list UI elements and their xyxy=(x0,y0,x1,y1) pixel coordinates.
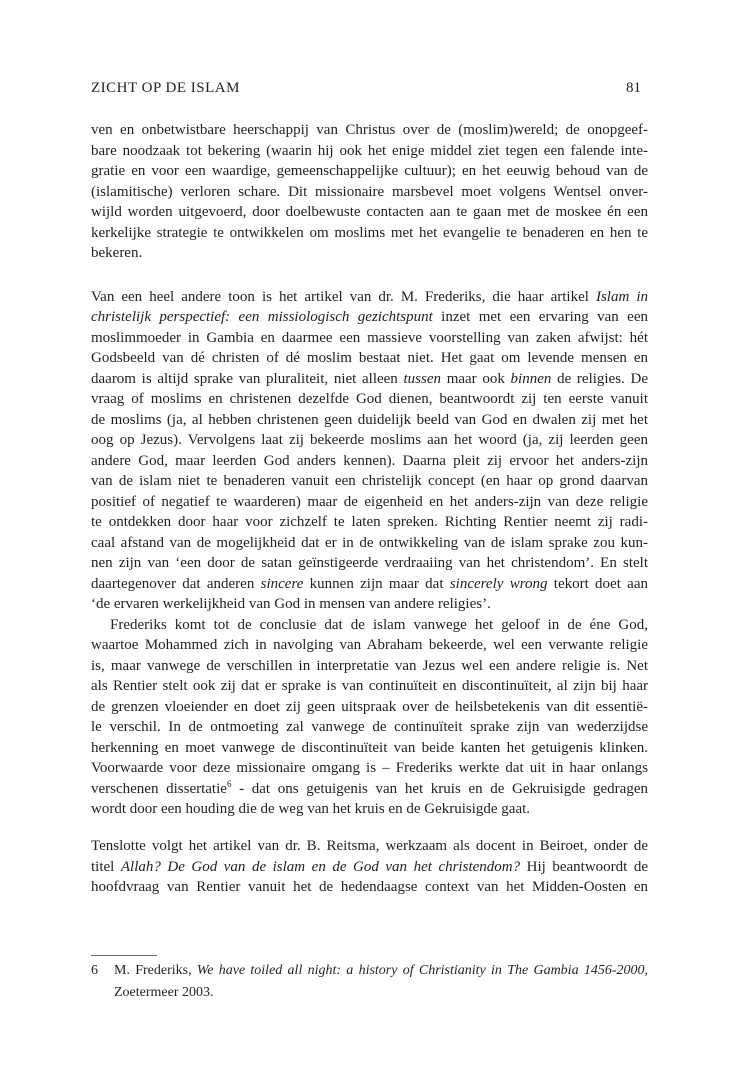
text-line xyxy=(91,182,648,203)
italic-text: tussen xyxy=(403,370,441,387)
text-run: kerkelijke strategie te ontwikkelen om moslims met het evangelie te benaderen en hen te xyxy=(91,224,648,241)
text-line xyxy=(91,553,648,574)
text-run: de religies. De xyxy=(551,370,648,387)
text-run: Hij beantwoordt de xyxy=(520,858,648,875)
text-line xyxy=(91,120,648,141)
text-run: bare noodzaak tot bekering (waarin hij ook het enige middel ziet tegen een falende inte- xyxy=(91,142,648,159)
text-line xyxy=(91,141,648,162)
text-run: gratie en voor een waardige, gemeenschappelijke cultuur); en het eeuwig behoud van de xyxy=(91,163,648,179)
italic-text: Allah? De God van de islam en de God van het christendom? xyxy=(120,858,521,875)
italic-text: christelijk perspectief: een missiologisch gezichtspunt xyxy=(91,309,433,325)
text-run: herkenning en moet vanwege de discontinuïteit van beide kanten het getuigenis klinken. xyxy=(91,739,648,756)
footnote-reference: 6 xyxy=(226,778,232,789)
text-run: oog op Jezus). Vervolgens laat zij bekeerde moslims aan het woord (ja, zij leerden geen xyxy=(91,432,648,448)
text-run: wijld worden uitgevoerd, door doelbewuste contacten aan te gaan met de moskee én een xyxy=(91,204,648,220)
text-run: is, maar vanwege de verschillen in interpretatie van Jezus wel een andere religie is. Net xyxy=(91,657,648,674)
text-run: (islamitische) verloren schare. Dit missionaire marsbevel moet volgens Wentsel onver- xyxy=(91,183,648,200)
text-run: vraag of moslims en christenen dezelfde God dienen, beantwoordt zij ten eerste vanuit xyxy=(91,391,648,407)
footnote-rule xyxy=(91,955,157,956)
text-line xyxy=(91,243,648,264)
italic-text: We have toiled all night: a history of Christianity in The Gambia 1456-2000 xyxy=(196,963,645,978)
text-line xyxy=(91,533,648,554)
paragraph xyxy=(91,287,648,615)
text-line xyxy=(91,758,648,779)
text-line xyxy=(91,348,648,369)
text-line xyxy=(91,656,648,677)
paragraph xyxy=(91,615,648,820)
paragraph xyxy=(91,836,648,898)
text-run: le verschil. In de ontmoeting zal vanwege de continuïteit sprake zijn van wederzijdse xyxy=(91,719,648,735)
text-run: bekeren. xyxy=(91,245,143,261)
text-run: Van een heel andere toon is het artikel van dr. M. Frederiks, die haar artikel xyxy=(91,288,596,305)
running-head xyxy=(91,78,641,98)
text-line xyxy=(91,676,648,697)
footnote-text xyxy=(114,960,648,1004)
text-run: M. Frederiks, xyxy=(114,963,197,978)
text-line xyxy=(91,307,648,328)
text-line xyxy=(91,512,648,533)
text-run: nen zijn van ‘een door de satan geïnstigeerde verdraaiing van het christendom’. En stelt xyxy=(91,555,648,571)
text-line xyxy=(91,471,648,492)
text-line xyxy=(91,738,648,759)
text-line xyxy=(91,836,648,857)
text-run: ven en onbetwistbare heerschappij van Christus over de (moslim)wereld; de onopgeef- xyxy=(91,122,648,138)
text-line xyxy=(114,960,648,982)
text-run: maar ook xyxy=(441,370,511,387)
text-run: waartoe Mohammed zich in navolging van Abraham bekeerde, wel een verwante religie xyxy=(91,637,648,653)
text-run: de grenzen vloeiender en doet zij geen uitspraak over de heilsbetekenis van dit essentië- xyxy=(91,698,648,715)
page-number: 81 xyxy=(626,80,641,96)
text-run: Tenslotte volgt het artikel van dr. B. Reitsma, werkzaam als docent in Beiroet, onder de xyxy=(91,838,648,854)
text-line xyxy=(91,202,648,223)
text-line xyxy=(91,857,648,878)
text-run: ‘de ervaren werkelijkheid van God in mensen van andere religies’. xyxy=(91,596,491,612)
text-line xyxy=(91,799,648,820)
text-run: caal afstand van de mogelijkheid dat er in de ontwikkeling van de islam sprake zou kun- xyxy=(91,534,648,551)
running-title: ZICHT OP DE ISLAM xyxy=(91,80,240,96)
text-line xyxy=(91,389,648,410)
text-run: Voorwaarde voor deze missionaire omgang is – Frederiks werkte dat uit in haar onlangs xyxy=(91,760,648,776)
text-line xyxy=(91,410,648,431)
text-line xyxy=(91,430,648,451)
text-line xyxy=(91,877,648,898)
text-run: daarom is altijd sprake van pluraliteit, niet alleen xyxy=(91,370,404,387)
footnote-number: 6 xyxy=(91,963,98,978)
text-run: positief of negatief te waarderen) maar de eigenheid en het anders-zijn van deze religie xyxy=(91,493,648,510)
text-run: de moslims (ja, al hebben christenen geen duidelijk beeld van God en dwalen zij met het xyxy=(91,411,648,428)
text-line xyxy=(91,574,648,595)
text-line xyxy=(91,779,648,800)
text-line xyxy=(91,328,648,349)
text-line xyxy=(91,594,648,615)
text-run: Zoetermeer 2003. xyxy=(114,985,214,1000)
italic-text: sincerely wrong xyxy=(449,575,548,592)
text-run: titel xyxy=(91,858,121,875)
text-line xyxy=(91,369,648,390)
text-line xyxy=(91,615,648,636)
text-line xyxy=(91,451,648,472)
text-line xyxy=(91,161,648,182)
text-run: inzet met een ervaring van een xyxy=(432,309,648,325)
text-run: kunnen zijn maar dat xyxy=(303,575,450,592)
text-run: andere God, maar leerden God anders kennen). Daarna pleit zij ervoor het anders-zijn xyxy=(91,452,648,469)
text-run: - dat ons getuigenis van het kruis en de Gekruisigde gedragen xyxy=(231,780,648,797)
italic-text: Islam in xyxy=(595,288,648,305)
paragraph xyxy=(91,120,648,264)
text-run: van de islam niet te benaderen vanuit een christelijk concept (en haar op grond daarvan xyxy=(91,473,648,489)
text-run: daartegenover dat anderen xyxy=(91,575,261,592)
italic-text: sincere xyxy=(260,575,304,592)
italic-text: binnen xyxy=(510,370,552,387)
text-run: te ontdekken door haar voor zichzelf te laten spreken. Richting Rentier neemt zij radi- xyxy=(91,514,648,530)
text-line xyxy=(91,697,648,718)
text-line xyxy=(91,223,648,244)
text-run: hoofdvraag van Rentier vanuit het de hedendaagse context van het Midden-Oosten en xyxy=(91,879,648,895)
text-run: , xyxy=(644,963,648,978)
text-run: als Rentier stelt ook zij dat er sprake is van continuïteit en discontinuïteit, al zijn bij haar xyxy=(91,678,648,694)
text-line xyxy=(114,982,648,1004)
text-line xyxy=(91,287,648,308)
text-line xyxy=(91,717,648,738)
text-run: wordt door een houding die de weg van het kruis en de Gekruisigde gaat. xyxy=(91,801,531,817)
text-run: moslimmoeder in Gambia en daarmee een massieve voorstelling van zaken afwijst: hét xyxy=(91,329,648,346)
text-run: Godsbeeld van dé christen of dé moslim bestaat niet. Het gaat om levende mensen en xyxy=(91,350,648,366)
text-line xyxy=(91,492,648,513)
text-line xyxy=(91,635,648,656)
text-run: tekort doet aan xyxy=(547,575,648,592)
text-run: Frederiks komt tot de conclusie dat de islam vanwege het geloof in de éne God, xyxy=(110,616,648,633)
text-run: verschenen dissertatie xyxy=(91,780,227,797)
